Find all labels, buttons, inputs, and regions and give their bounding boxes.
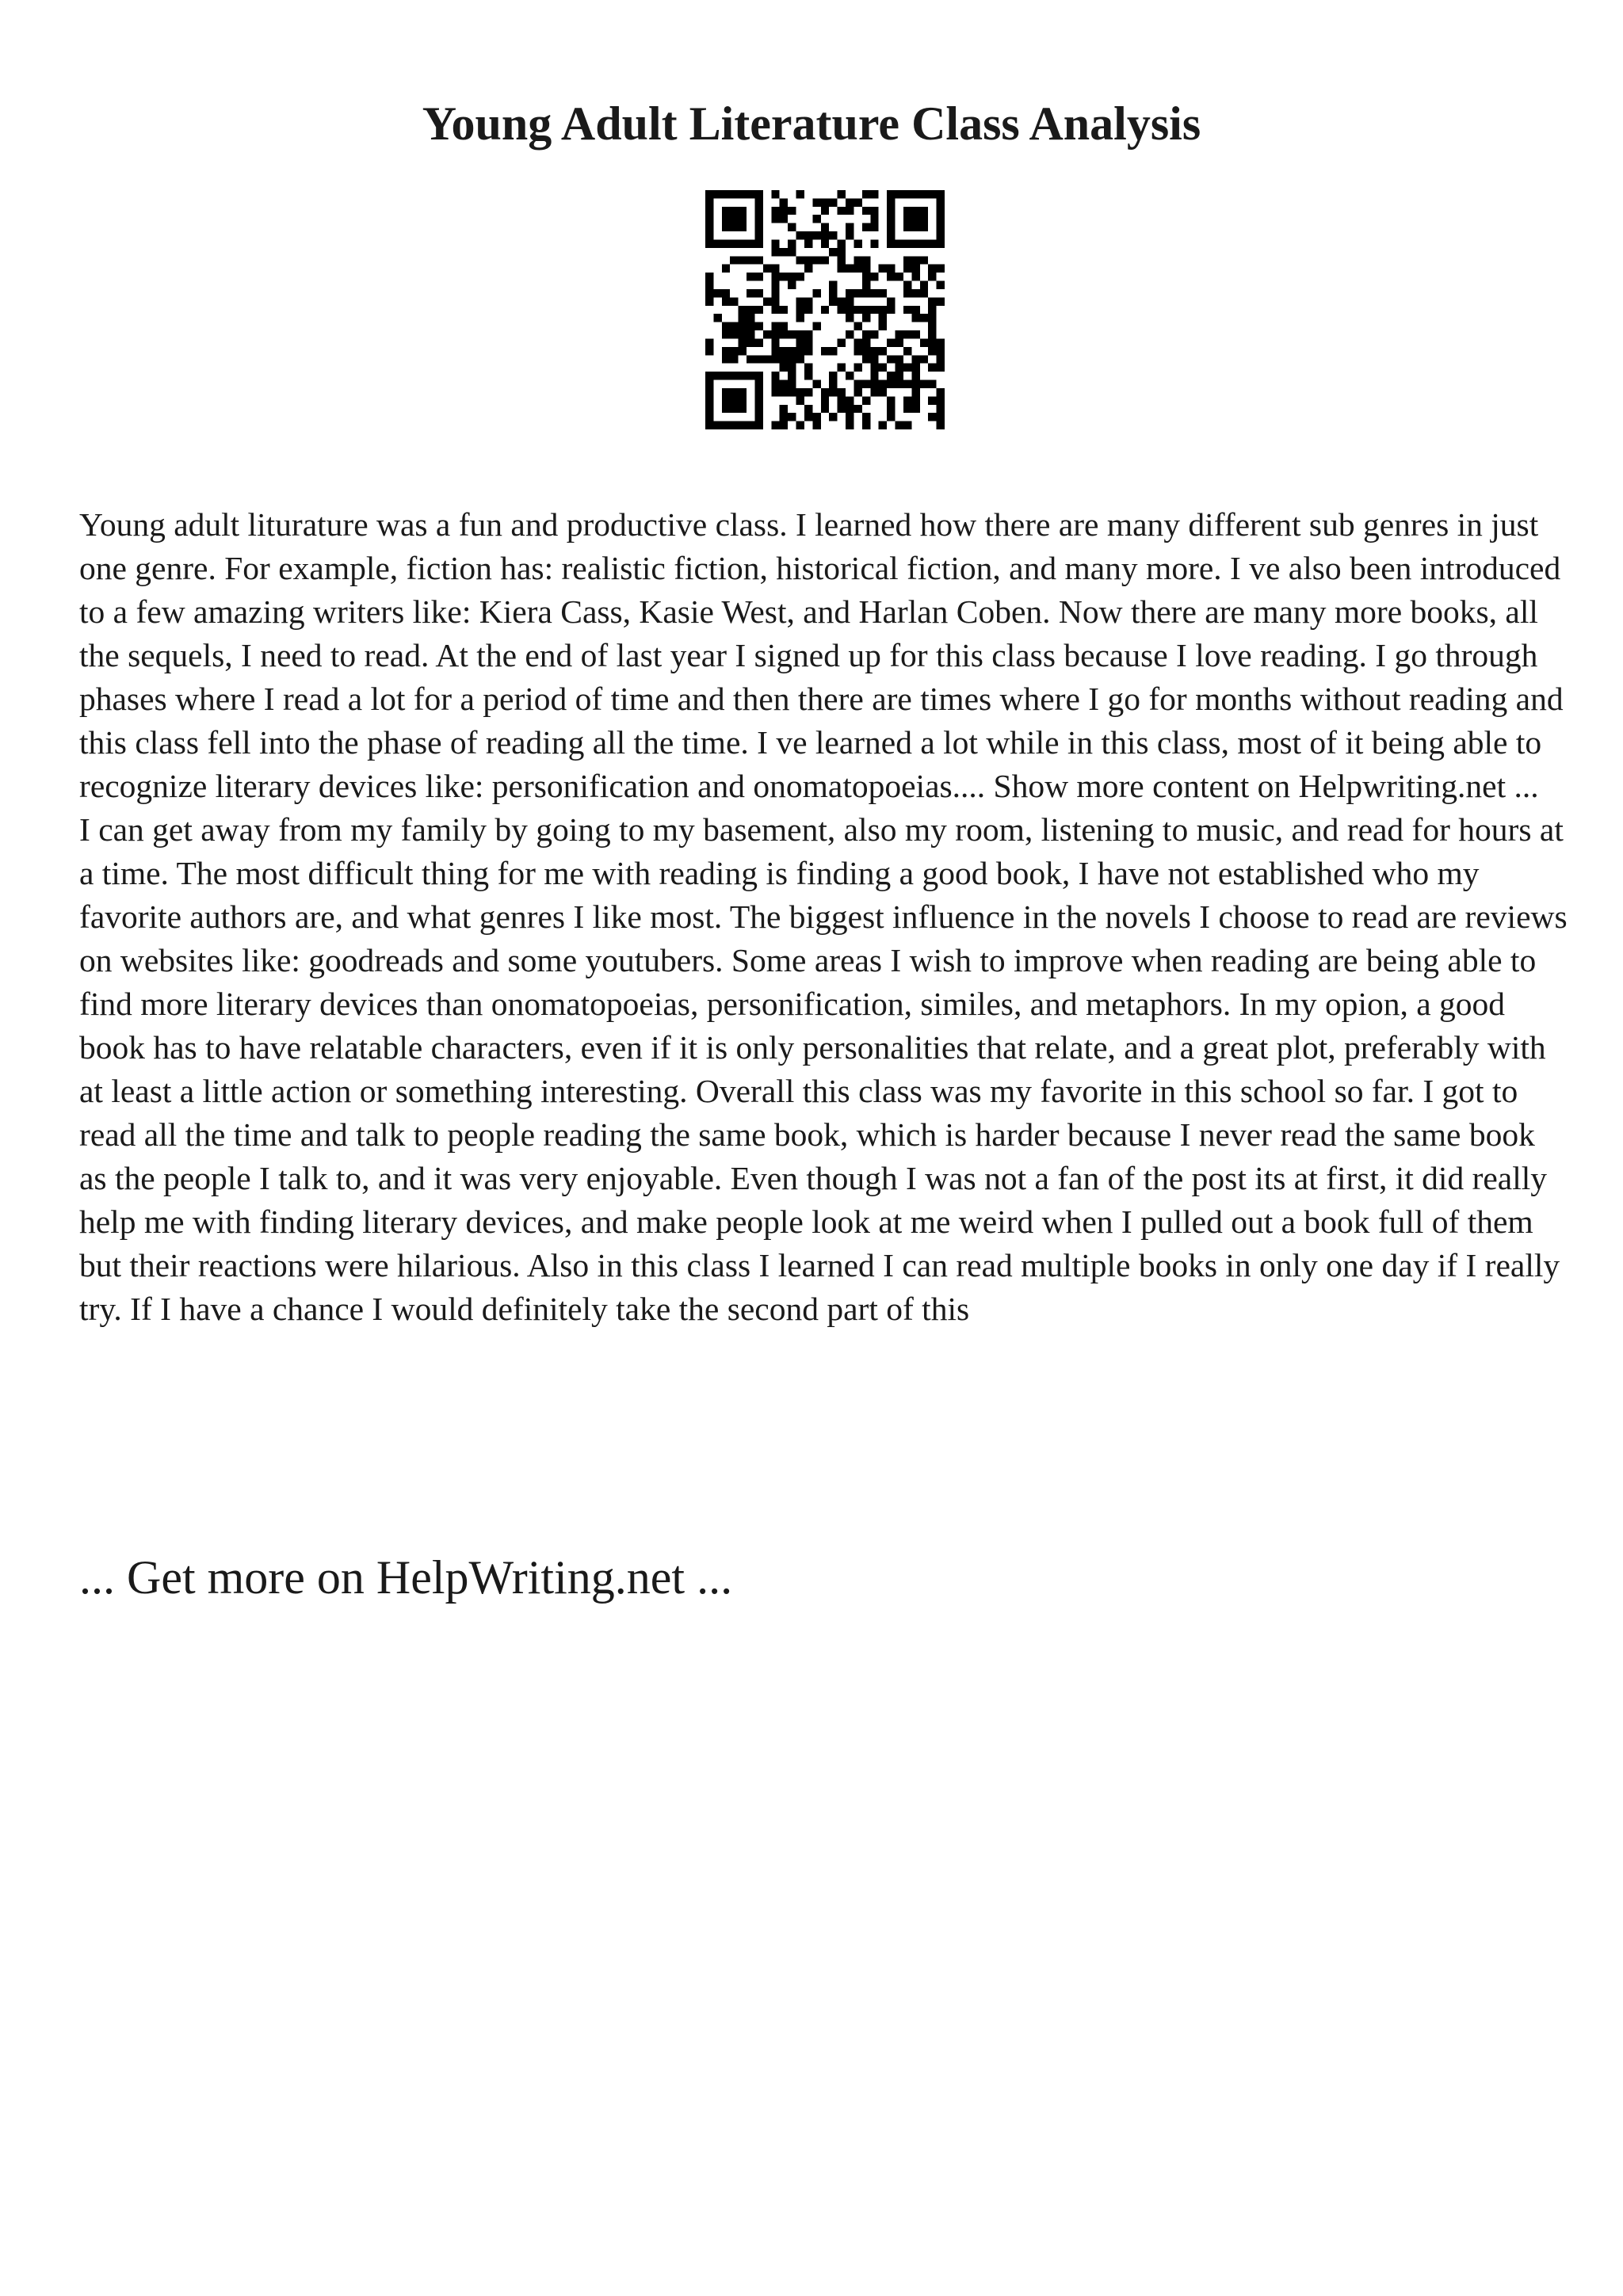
paragraph-2: I can get away from my family by going to my basement, also my room, listening to music, and read for hours at a time. The most difficult thing for me with reading is finding a good book, I have not established who my favorite authors are, and what genres I like most. The biggest influence in the novels I choose to read are reviews on websites like: goodreads and some youtubers. Some areas I wish to improve when reading are being able to find more literary devices than onomatopoeias, personification, similes, and metaphors. In my opion, a good book has to have relatable characters, even if it is only personalities that relate, and a great plot, preferably with at least a little action or something interesting. Overall this class was my favorite in this school so far. I got to read all the time and talk to people reading the same book, which is harder because I never read the same book as the people I talk to, and it was very enjoyable. Even though I was not a fan of the post its at first, it did really help me with finding literary devices, and make people look at me weird when I pulled out a book full of them but their reactions were hilarious. Also in this class I learned I can read multiple books in only one day if I really try. If I have a chance I would definitely take the second part of this <box>79 811 1568 1327</box>
qr-code-icon <box>705 190 945 429</box>
paragraph-1: Young adult liturature was a fun and productive class. I learned how there are many different sub genres in just one genre. For example, fiction has: realistic fiction, historical fiction, and many more. I ve also been introduced to a few amazing writers like: Kiera Cass, Kasie West, and Harlan Coben. Now there are many more books, all the sequels, I need to read. At the end of last year I signed up for this class because I love reading. I go through phases where I read a lot for a period of time and then there are times where I go for months without reading and this class fell into the phase of reading all the time. I ve learned a lot while in this class, most of it being able to recognize literary devices like: personification and onomatopoeias.... Show more content on Helpwriting.net ... <box>79 506 1564 804</box>
page-title: Young Adult Literature Class Analysis <box>422 97 1201 150</box>
article-body <box>79 503 1569 1331</box>
get-more-link[interactable]: ... Get more on HelpWriting.net ... <box>79 1551 733 1604</box>
